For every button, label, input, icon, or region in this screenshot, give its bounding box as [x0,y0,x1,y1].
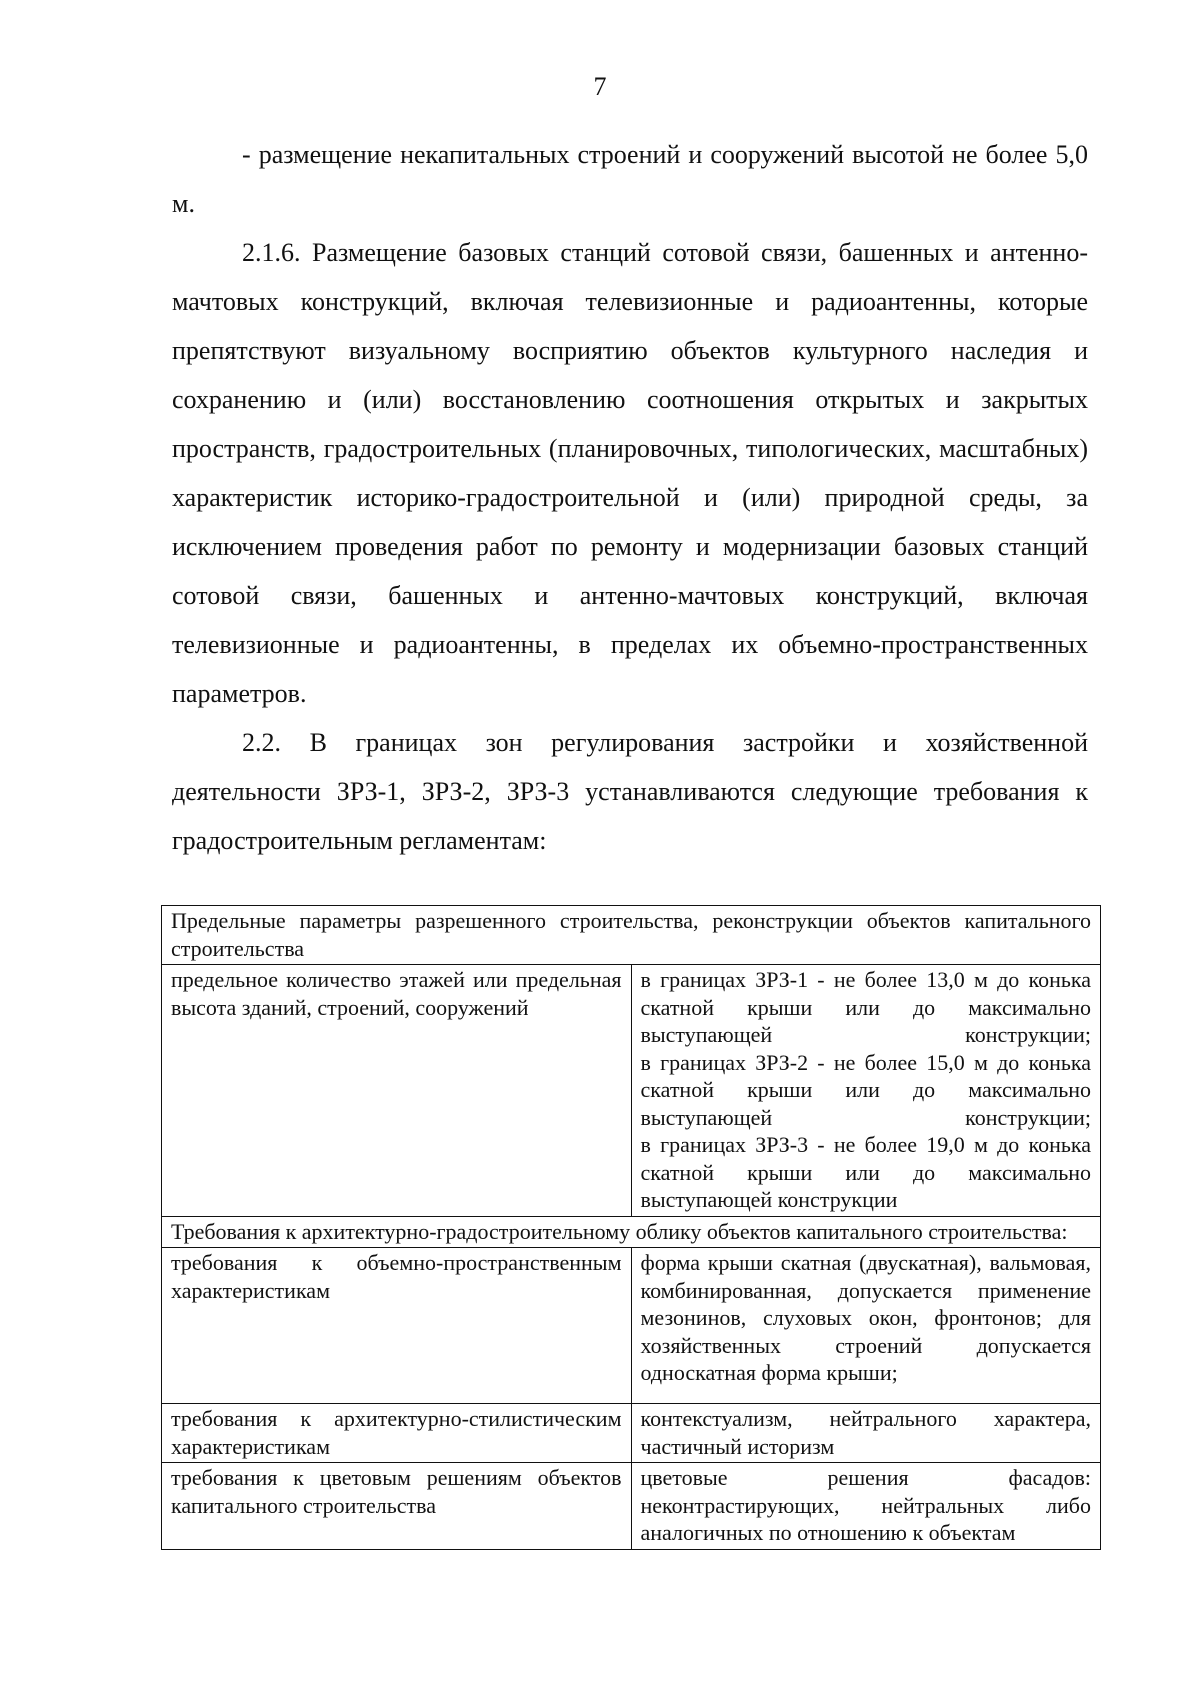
paragraph-2-2: 2.2. В границах зон регулирования застройки и хозяйственной деятельности ЗРЗ-1, ЗРЗ-2, ЗРЗ-3 устанавливаются следующие требования к градостроительным регламентам: [172,728,1088,855]
page-number: 7 [593,72,607,101]
body-text [172,130,1088,865]
requirements-table [161,905,1101,1550]
table-row [162,1248,1101,1404]
paragraph-2-1-6: 2.1.6. Размещение базовых станций сотовой связи, башенных и антенно-мачтовых конструкций, включая телевизионные и радиоантенны, которые препятствуют визуальному восприятию объектов культурного наследия и сохранению и (или) восстановлению соотношения открытых и закрытых пространств, градостроительных (планировочных, типологических, масштабных) характеристик историко-градостроительной и (или) природной среды, за исключением проведения работ по ремонту и модернизации базовых станций сотовой связи, башенных и антенно-мачтовых конструкций, включая телевизионные и радиоантенны, в пределах их объемно-пространственных параметров. [172,238,1088,708]
table-row [162,965,1101,1217]
paragraph-placement-temporary: - размещение некапитальных строений и сооружений высотой не более 5,0 м. [172,140,1088,218]
table-section-header [162,906,1101,965]
row-value-color-solutions: цветовые решения фасадов: неконтрастирующих, нейтральных либо аналогичных по отношению к объектам [631,1463,1101,1550]
row-value-height-limit [631,965,1101,1217]
section-header-limit-parameters: Предельные параметры разрешенного строительства, реконструкции объектов капитального строительства [162,906,1101,965]
row-label-volume-spatial: требования к объемно-пространственным характеристикам [162,1248,632,1404]
height-limit-zrz-1: в границах ЗРЗ-1 - не более 13,0 м до конька скатной крыши или до максимально выступающей конструкции; [640,967,1091,1047]
row-label-height-limit: предельное количество этажей или предельная высота зданий, строений, сооружений [162,965,632,1217]
section-header-architectural-appearance: Требования к архитектурно-градостроительному облику объектов капитального строительства: [162,1216,1101,1248]
table-row [162,1463,1101,1550]
height-limit-zrz-2: в границах ЗРЗ-2 - не более 15,0 м до конька скатной крыши или до максимально выступающей конструкции; [640,1049,1091,1130]
table-row [162,1404,1101,1463]
table-section-header [162,1216,1101,1248]
row-value-volume-spatial: форма крыши скатная (двускатная), вальмовая, комбинированная, допускается применение мезонинов, слуховых окон, фронтонов; для хозяйственных строений допускается односкатная форма крыши; [631,1248,1101,1404]
row-label-color-solutions: требования к цветовым решениям объектов капитального строительства [162,1463,632,1550]
row-label-architectural-style: требования к архитектурно-стилистическим характеристикам [162,1404,632,1463]
height-limit-zrz-3: в границах ЗРЗ-3 - не более 19,0 м до конька скатной крыши или до максимально выступающей конструкции [640,1132,1091,1212]
row-value-architectural-style: контекстуализм, нейтрального характера, частичный историзм [631,1404,1101,1463]
